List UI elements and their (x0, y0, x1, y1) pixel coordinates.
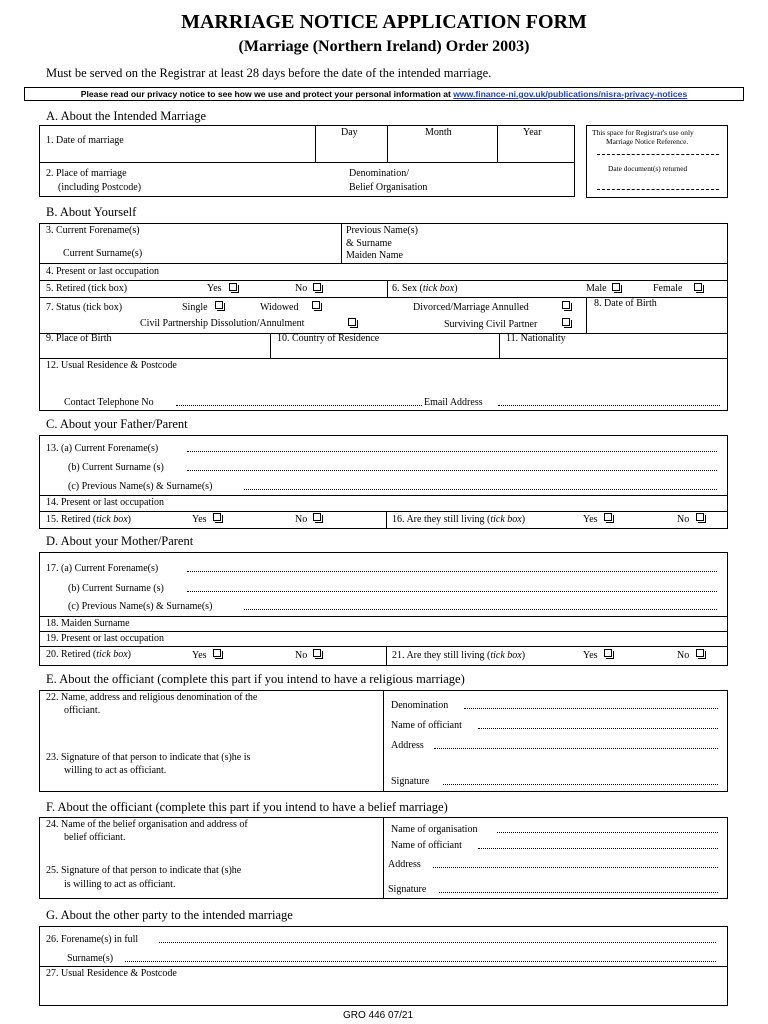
privacy-notice-text: Please read our privacy notice to see how we use and protect your personal information at (80, 89, 454, 99)
mother-previous-names-line[interactable] (244, 609, 717, 610)
father-living-tick-label: tick box (490, 514, 522, 525)
belief-organisation-name-line[interactable] (497, 832, 718, 833)
mother-maiden-surname-label: 18. Maiden Surname (46, 618, 130, 629)
year-label: Year (523, 127, 542, 138)
civil-dissolution-checkbox[interactable] (348, 318, 356, 326)
surviving-civil-partner-label: Surviving Civil Partner (444, 319, 538, 330)
registrar-use-label: This space for Registrar's use only (592, 128, 694, 137)
father-living-suffix: ) (521, 514, 526, 525)
divider (39, 495, 728, 496)
divider (39, 162, 575, 163)
place-of-birth-label: 9. Place of Birth (46, 333, 112, 344)
divider (341, 223, 342, 263)
month-label: Month (425, 127, 452, 138)
mother-living-label (392, 650, 525, 662)
status-label: 7. Status (tick box) (46, 302, 123, 313)
divider (39, 631, 728, 632)
occupation-label: 4. Present or last occupation (46, 266, 160, 277)
mother-forenames-label: 17. (a) Current Forename(s) (46, 563, 159, 574)
privacy-notice-link[interactable]: www.finance-ni.gov.uk/publications/nisra-privacy-notices (453, 89, 688, 99)
previous-surname-label: & Surname (346, 238, 392, 249)
sex-label-prefix: 6. Sex ( (392, 283, 423, 294)
usual-residence-label: 12. Usual Residence & Postcode (46, 360, 177, 371)
divider (39, 280, 728, 281)
form-title: MARRIAGE NOTICE APPLICATION FORM (181, 11, 587, 33)
divider (39, 646, 728, 647)
divider (39, 511, 728, 512)
sex-label (392, 283, 458, 295)
father-surname-line[interactable] (187, 470, 717, 471)
civil-dissolution-label: Civil Partnership Dissolution/Annulment (140, 318, 305, 329)
belief-organisation-details-label: 24. Name of the belief organisation and address of (46, 819, 248, 830)
sex-label-suffix: ) (454, 283, 458, 294)
nationality-label: 11. Nationality (506, 333, 566, 344)
date-of-marriage-label: 1. Date of marriage (46, 135, 124, 146)
divider (586, 297, 587, 333)
religious-denomination-line[interactable] (464, 708, 718, 709)
mother-living-tick-label: tick box (490, 650, 522, 661)
belief-signature-note: 25. Signature of that person to indicate that (s)he (46, 865, 242, 876)
surviving-civil-partner-checkbox[interactable] (562, 318, 570, 326)
female-checkbox[interactable] (694, 283, 702, 291)
divorced-checkbox[interactable] (562, 301, 570, 309)
email-address-label: Email Address (424, 397, 483, 408)
female-label: Female (653, 283, 683, 294)
father-retired-no-label: No (295, 514, 308, 525)
religious-officiant-name-line[interactable] (478, 728, 718, 729)
mother-living-yes-label: Yes (583, 650, 598, 661)
divider (270, 333, 271, 358)
divider (39, 616, 728, 617)
served-instruction: Must be served on the Registrar at least 28 days before the date of the intended marriage. (46, 66, 492, 80)
father-forenames-label: 13. (a) Current Forename(s) (46, 443, 159, 454)
father-living-prefix: 16. Are they still living ( (392, 514, 491, 525)
divider (387, 280, 388, 297)
belief-signature-line[interactable] (439, 892, 718, 893)
belief-officiant-name-line[interactable] (478, 848, 718, 849)
belief-organisation-details-label-cont: belief officiant. (64, 832, 126, 843)
day-input[interactable] (316, 140, 386, 161)
section-f-title: F. About the officiant (complete this part if you intend to have a belief marriage) (46, 800, 448, 814)
divider (39, 263, 728, 264)
father-living-label (392, 514, 525, 526)
father-retired-suffix: ) (127, 514, 131, 525)
place-of-marriage-postcode-label: (including Postcode) (58, 182, 142, 193)
sex-tick-box-label: tick box (422, 283, 455, 294)
divider (383, 817, 384, 899)
father-previous-names-line[interactable] (244, 489, 717, 490)
widowed-label: Widowed (260, 302, 299, 313)
mother-retired-suffix: ) (127, 649, 131, 660)
religious-denomination-label: Denomination (391, 700, 449, 711)
retired-no-checkbox[interactable] (313, 283, 321, 291)
section-g-title: G. About the other party to the intended marriage (46, 908, 293, 922)
mother-living-yes-checkbox[interactable] (604, 649, 612, 657)
religious-officiant-name-label: Name of officiant (391, 720, 462, 731)
mother-retired-prefix: 20. Retired ( (46, 649, 97, 660)
religious-address-label: Address (391, 740, 424, 751)
mother-retired-label (46, 649, 131, 661)
father-living-yes-checkbox[interactable] (604, 513, 612, 521)
belief-address-line[interactable] (433, 867, 718, 868)
other-party-surname-line[interactable] (125, 961, 716, 962)
divider (39, 333, 728, 334)
male-label: Male (586, 283, 607, 294)
father-surname-label: (b) Current Surname (s) (68, 462, 164, 473)
religious-signature-label: Signature (391, 776, 430, 787)
date-documents-returned-label: Date document(s) returned (608, 164, 688, 173)
officiant-signature-note-cont: willing to act as officiant. (64, 765, 167, 776)
mother-forenames-line[interactable] (187, 571, 717, 572)
belief-signature-label: Signature (388, 884, 427, 895)
religious-signature-line[interactable] (443, 784, 718, 785)
divider (499, 333, 500, 358)
denomination-label: Denomination/ (349, 168, 409, 179)
section-b-title: B. About Yourself (46, 205, 137, 219)
retired-yes-label: Yes (207, 283, 222, 294)
father-retired-label (46, 514, 131, 526)
notice-reference-label: Marriage Notice Reference. (606, 137, 689, 146)
reference-line[interactable] (597, 154, 719, 155)
email-line[interactable] (498, 405, 720, 406)
month-input[interactable] (388, 140, 496, 161)
section-a-title: A. About the Intended Marriage (46, 109, 207, 123)
current-forenames-label: 3. Current Forename(s) (46, 225, 140, 236)
father-retired-yes-label: Yes (192, 514, 207, 525)
divider (39, 358, 728, 359)
father-retired-yes-checkbox[interactable] (213, 513, 221, 521)
father-living-no-label: No (677, 514, 690, 525)
date-of-birth-label: 8. Date of Birth (594, 298, 657, 309)
widowed-checkbox[interactable] (312, 301, 320, 309)
divorced-label: Divorced/Marriage Annulled (413, 302, 529, 313)
form-subtitle: (Marriage (Northern Ireland) Order 2003) (238, 38, 530, 55)
father-retired-prefix: 15. Retired ( (46, 514, 97, 525)
day-label: Day (341, 127, 358, 138)
section-e-title: E. About the officiant (complete this part if you intend to have a religious marriage) (46, 672, 465, 686)
contact-telephone-label: Contact Telephone No (64, 397, 154, 408)
divider (383, 690, 384, 792)
divider (386, 511, 387, 529)
father-living-yes-label: Yes (583, 514, 598, 525)
other-party-forenames-line[interactable] (159, 942, 716, 943)
single-checkbox[interactable] (215, 301, 223, 309)
mother-living-no-label: No (677, 650, 690, 661)
officiant-signature-note: 23. Signature of that person to indicate that (s)he is (46, 752, 251, 763)
divider (39, 966, 728, 967)
divider (386, 646, 387, 666)
place-of-marriage-label: 2. Place of marriage (46, 168, 127, 179)
other-party-residence-label: 27. Usual Residence & Postcode (46, 968, 177, 979)
mother-retired-yes-label: Yes (192, 650, 207, 661)
belief-organisation-name-label: Name of organisation (391, 824, 478, 835)
mother-living-prefix: 21. Are they still living ( (392, 650, 491, 661)
mother-retired-no-label: No (295, 650, 308, 661)
father-retired-tick-label: tick box (96, 514, 128, 525)
current-surnames-label: Current Surname(s) (63, 248, 143, 259)
single-label: Single (182, 302, 208, 313)
mother-living-no-checkbox[interactable] (696, 649, 704, 657)
officiant-details-label-cont: officiant. (64, 705, 101, 716)
religious-address-line[interactable] (434, 748, 718, 749)
other-party-surname-label: Surname(s) (67, 953, 114, 964)
belief-organisation-label: Belief Organisation (349, 182, 428, 193)
belief-officiant-name-label: Name of officiant (391, 840, 462, 851)
officiant-details-label: 22. Name, address and religious denomination of the (46, 692, 258, 703)
section-c-title: C. About your Father/Parent (46, 417, 188, 431)
father-forenames-line[interactable] (187, 451, 717, 452)
mother-surname-line[interactable] (187, 591, 717, 592)
previous-names-label: Previous Name(s) (346, 225, 418, 236)
retired-label: 5. Retired (tick box) (46, 283, 128, 294)
mother-surname-label: (b) Current Surname (s) (68, 583, 164, 594)
country-of-residence-label: 10. Country of Residence (277, 333, 380, 344)
mother-retired-yes-checkbox[interactable] (213, 649, 221, 657)
retired-no-label: No (295, 283, 308, 294)
other-party-forenames-label: 26. Forename(s) in full (46, 934, 139, 945)
father-retired-no-checkbox[interactable] (313, 513, 321, 521)
privacy-notice-bar (24, 87, 744, 101)
maiden-name-label: Maiden Name (346, 250, 403, 261)
mother-retired-no-checkbox[interactable] (313, 649, 321, 657)
year-input[interactable] (498, 140, 574, 161)
mother-retired-tick-label: tick box (96, 649, 128, 660)
mother-living-suffix: ) (521, 650, 526, 661)
father-occupation-label: 14. Present or last occupation (46, 497, 165, 508)
date-returned-line[interactable] (597, 189, 719, 190)
mother-previous-names-label: (c) Previous Name(s) & Surname(s) (68, 601, 213, 612)
father-living-no-checkbox[interactable] (696, 513, 704, 521)
father-previous-names-label: (c) Previous Name(s) & Surname(s) (68, 481, 213, 492)
section-d-title: D. About your Mother/Parent (46, 534, 194, 548)
telephone-line[interactable] (176, 405, 422, 406)
male-checkbox[interactable] (612, 283, 620, 291)
belief-address-label: Address (388, 859, 421, 870)
mother-occupation-label: 19. Present or last occupation (46, 633, 165, 644)
retired-yes-checkbox[interactable] (229, 283, 237, 291)
form-code: GRO 446 07/21 (343, 1010, 414, 1021)
belief-signature-note-cont: is willing to act as officiant. (64, 879, 176, 890)
